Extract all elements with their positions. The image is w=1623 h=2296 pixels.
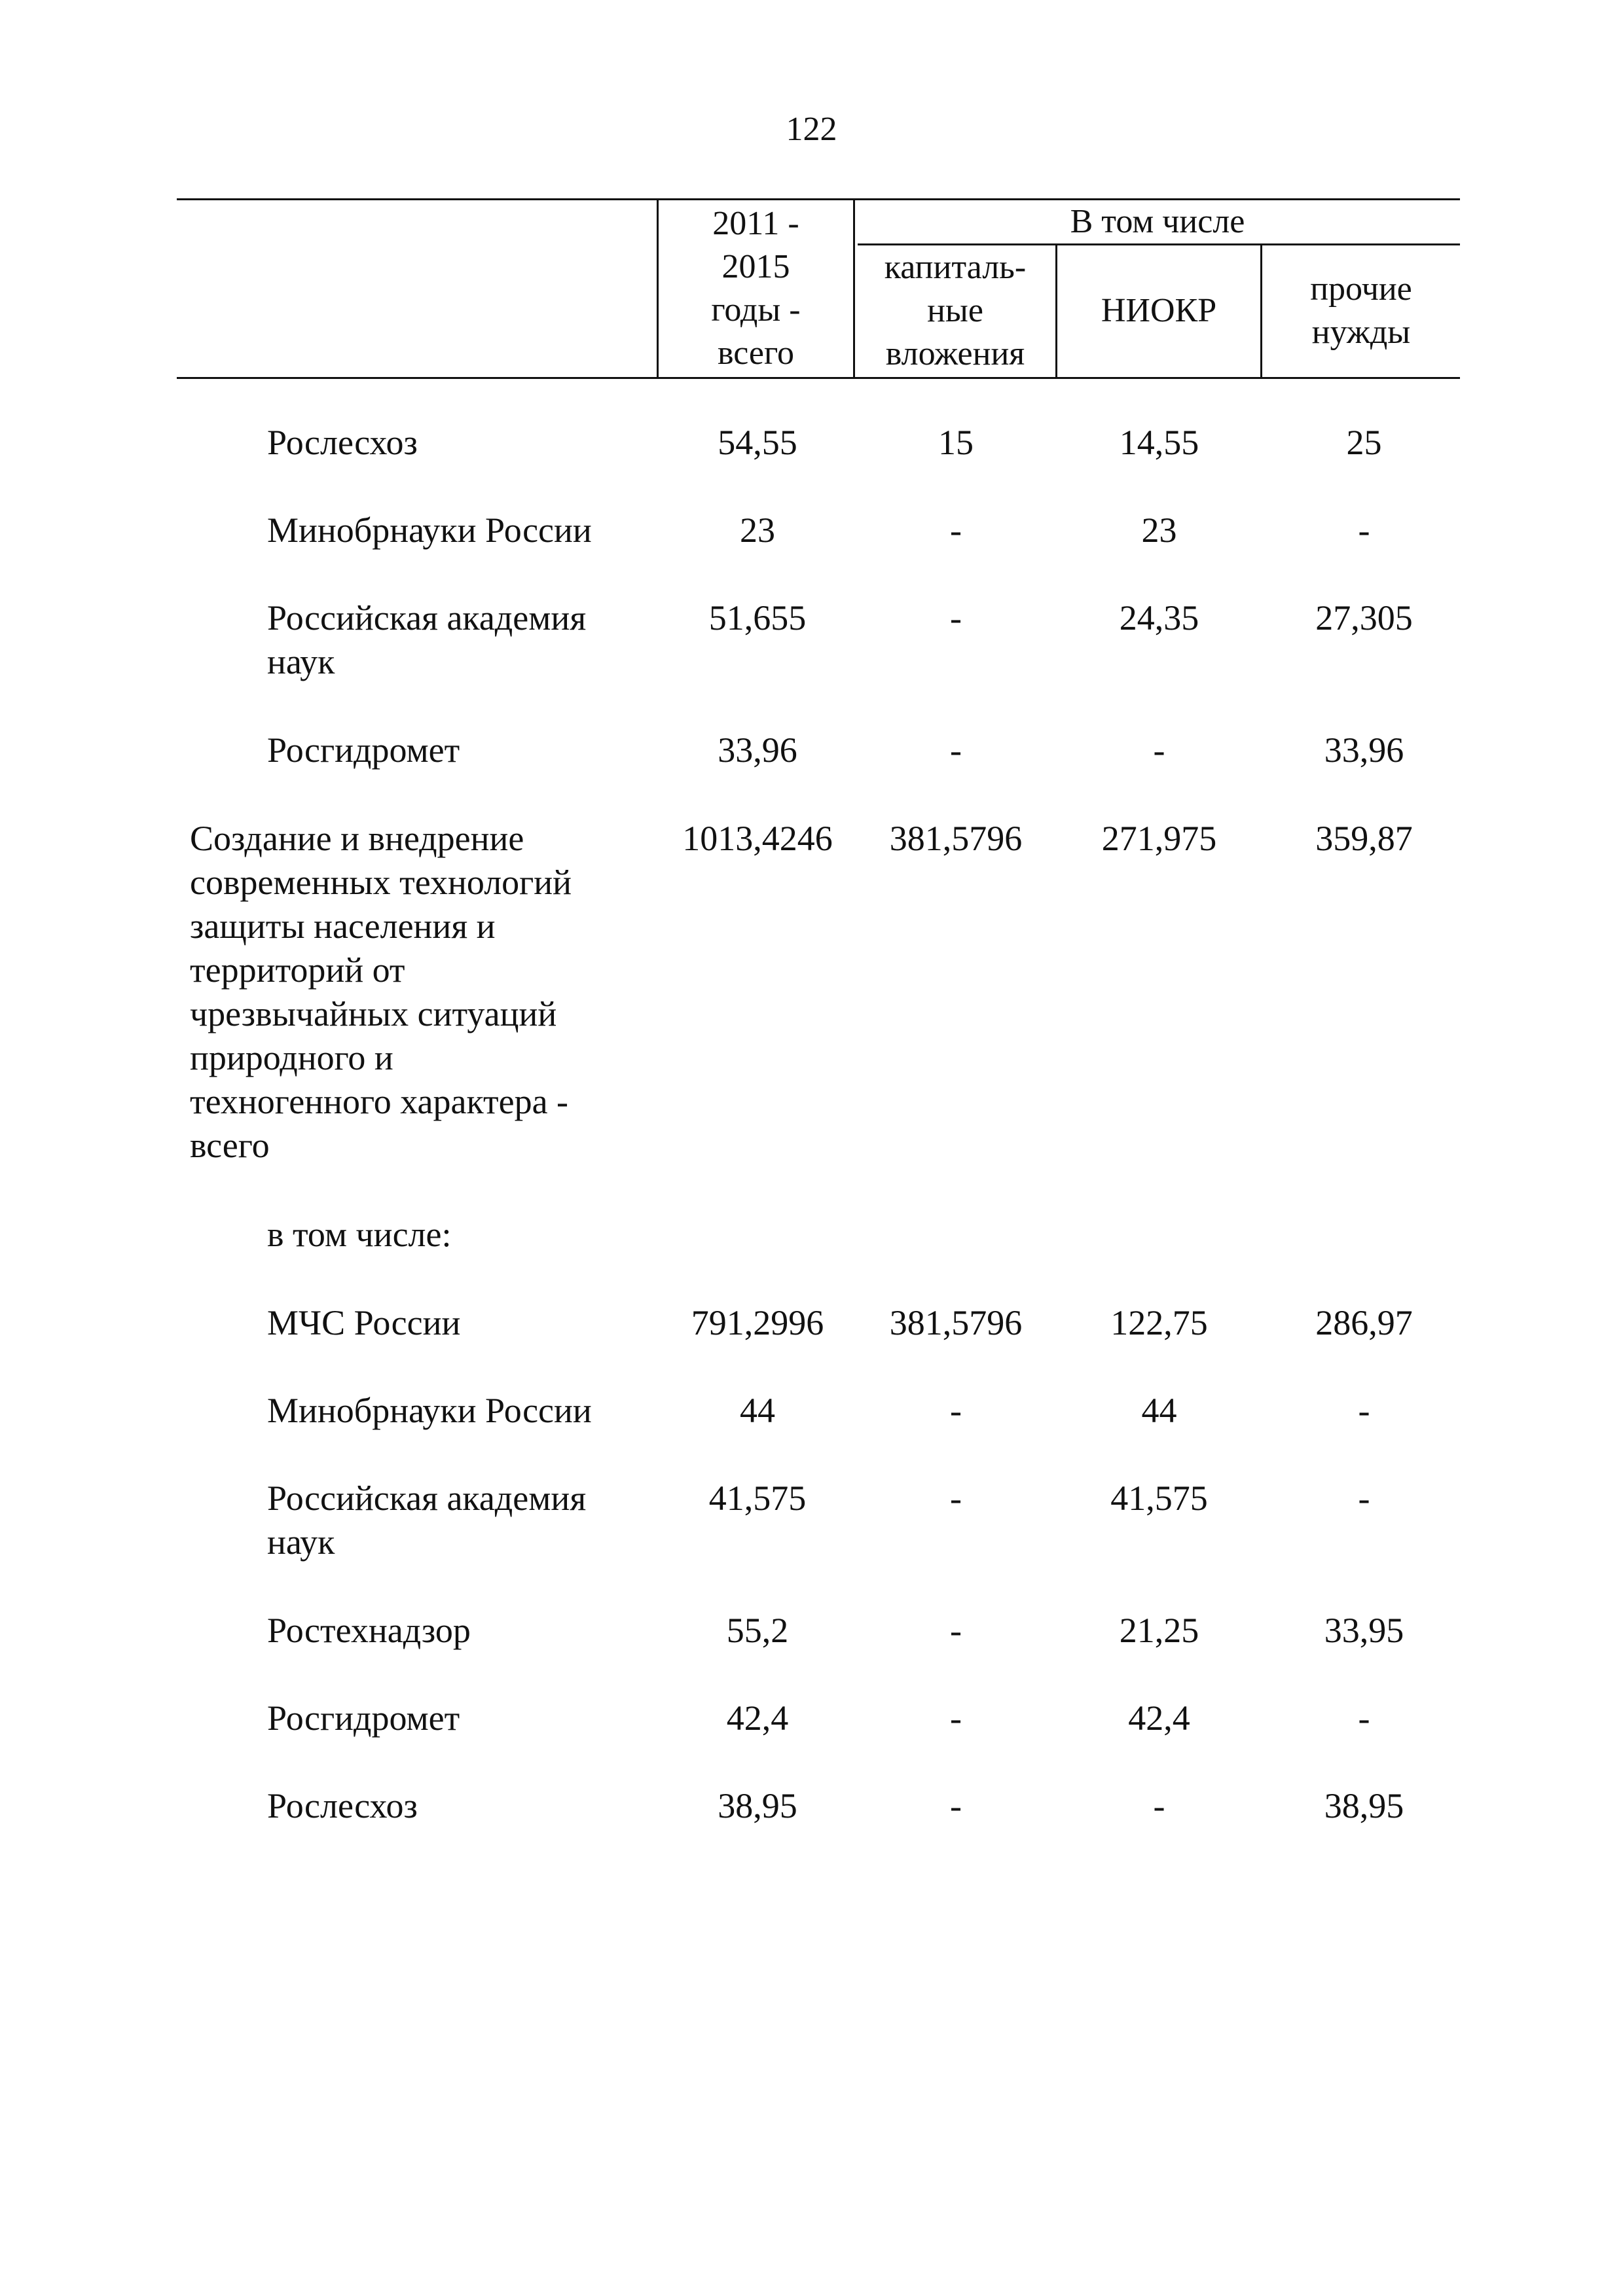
page-number: 122 (786, 111, 837, 148)
cell-total: 55,2 (726, 1611, 789, 1650)
row-label: Ростехнадзор (267, 1611, 471, 1650)
cell-rnd: - (1153, 1786, 1165, 1825)
cell-rnd: 24,35 (1119, 598, 1199, 637)
cell-capital: 381,5796 (889, 1303, 1023, 1342)
row-label: Рослесхоз (267, 423, 418, 462)
cell-other: - (1358, 1479, 1370, 1518)
cell-other: 286,97 (1315, 1303, 1413, 1342)
cell-capital: - (950, 1479, 962, 1518)
cell-total: 51,655 (708, 598, 807, 637)
cell-other: - (1358, 511, 1370, 550)
cell-other: - (1358, 1698, 1370, 1738)
cell-capital: - (950, 730, 962, 770)
cell-other: 359,87 (1315, 819, 1413, 858)
header-rnd: НИОКР (1101, 292, 1217, 329)
cell-rnd: 23 (1141, 511, 1177, 550)
cell-rnd: 44 (1141, 1391, 1177, 1430)
header-bottom-rule (177, 377, 1460, 379)
cell-capital: - (950, 511, 962, 550)
row-label: МЧС России (267, 1303, 461, 1342)
cell-other: 27,305 (1315, 598, 1413, 637)
row-label: Росгидромет (267, 730, 460, 770)
cell-capital: - (950, 1786, 962, 1825)
cell-capital: - (950, 1391, 962, 1430)
header-including: В том числе (1070, 202, 1245, 240)
cell-total: 54,55 (718, 423, 797, 462)
section-label: Создание и внедрение современных технологий защиты населения и территорий от чрезвычайных ситуаций природного и техногенного характера - всего (190, 819, 572, 1165)
cell-capital: - (950, 598, 962, 637)
cell-rnd: 42,4 (1128, 1698, 1190, 1738)
cell-other: 38,95 (1324, 1786, 1404, 1825)
cell-total: 41,575 (708, 1479, 807, 1518)
cell-total: 38,95 (718, 1786, 797, 1825)
cell-total: 33,96 (718, 730, 797, 770)
subheading-including: в том числе: (267, 1215, 452, 1254)
cell-rnd: 41,575 (1110, 1479, 1208, 1518)
header-capital: капиталь- ные вложения (884, 249, 1027, 372)
cell-total: 791,2996 (691, 1303, 824, 1342)
cell-total: 1013,4246 (682, 819, 833, 858)
cell-capital: 381,5796 (889, 819, 1023, 858)
row-label: Минобрнауки России (267, 511, 592, 550)
cell-other: 25 (1346, 423, 1382, 462)
row-label: Рослесхоз (267, 1786, 418, 1825)
row-label: Российская академия наук (267, 1479, 587, 1562)
cell-rnd: 122,75 (1110, 1303, 1208, 1342)
cell-total: 23 (740, 511, 775, 550)
row-label: Росгидромет (267, 1698, 460, 1738)
header-total: 2011 - 2015 годы - всего (711, 204, 801, 372)
cell-capital: 15 (938, 423, 974, 462)
header-other: прочие нужды (1310, 270, 1412, 351)
cell-rnd: 271,975 (1101, 819, 1217, 858)
cell-capital: - (950, 1698, 962, 1738)
cell-other: 33,95 (1324, 1611, 1404, 1650)
cell-other: 33,96 (1324, 730, 1404, 770)
cell-total: 42,4 (726, 1698, 789, 1738)
cell-other: - (1358, 1391, 1370, 1430)
row-label: Российская академия наук (267, 598, 587, 681)
cell-rnd: 14,55 (1119, 423, 1199, 462)
cell-total: 44 (740, 1391, 775, 1430)
row-label: Минобрнауки России (267, 1391, 592, 1430)
cell-capital: - (950, 1611, 962, 1650)
cell-rnd: 21,25 (1119, 1611, 1199, 1650)
cell-rnd: - (1153, 730, 1165, 770)
